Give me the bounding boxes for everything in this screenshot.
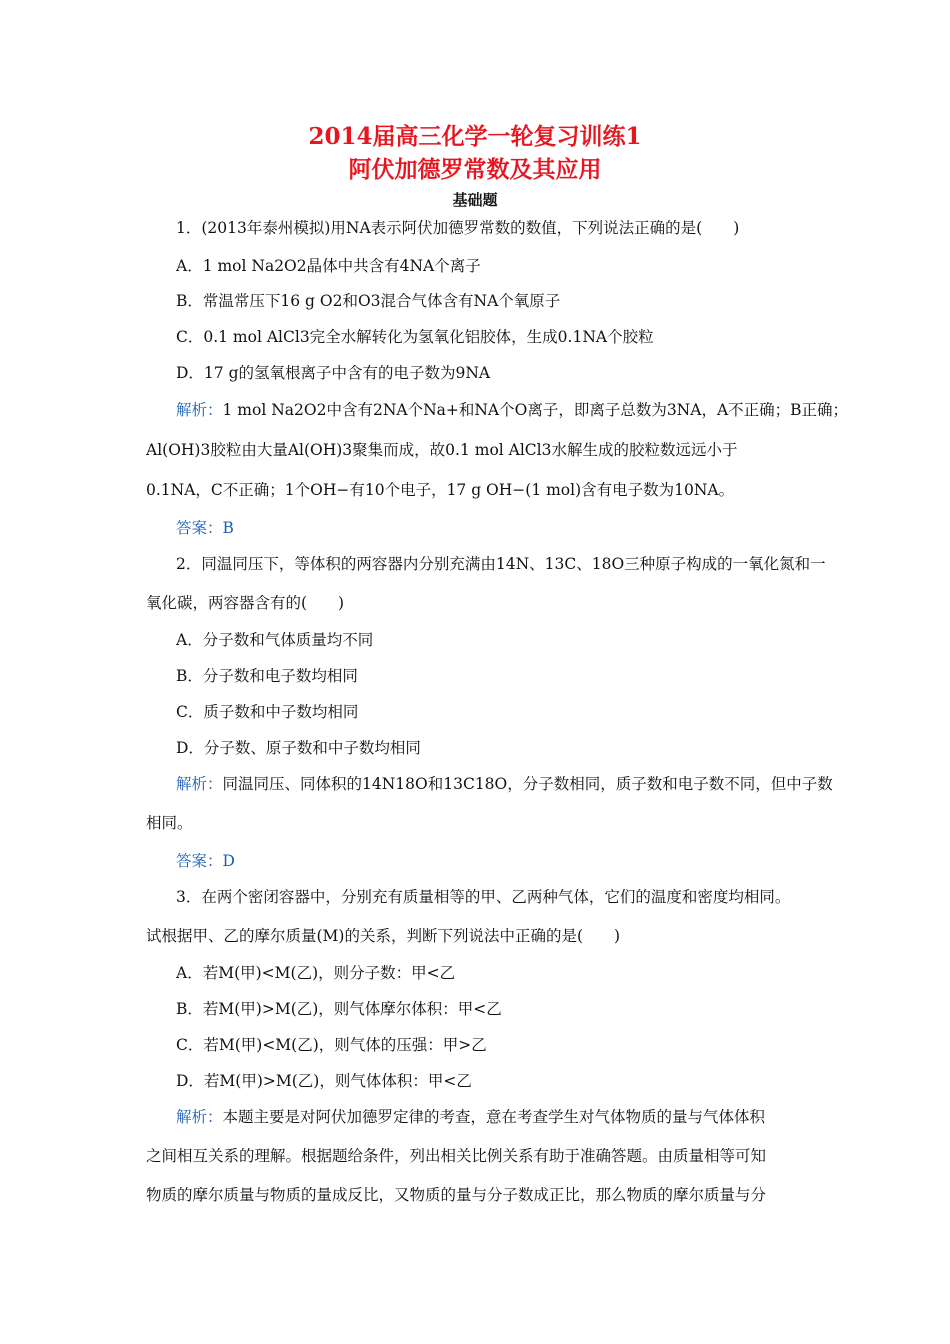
q1-option-d: D．17 g的氢氧根离子中含有的电子数为9NA: [176, 364, 491, 382]
q2-option-a: A．分子数和气体质量均不同: [176, 631, 374, 649]
q3-analysis-line-3: 物质的摩尔质量与物质的量成反比，又物质的量与分子数成正比，那么物质的摩尔质量与分: [146, 1186, 767, 1204]
q3-option-c: C．若M(甲)<M(乙)，则气体的压强：甲>乙: [176, 1036, 487, 1054]
q3-analysis-label: 解析：: [176, 1108, 223, 1126]
q3-stem-line-2: 试根据甲、乙的摩尔质量(M)的关系，判断下列说法中正确的是( ): [146, 927, 621, 945]
q2-option-c: C．质子数和中子数均相同: [176, 703, 359, 721]
section-heading: 基础题: [452, 191, 498, 209]
q2-stem-line-1: 2．同温同压下，等体积的两容器内分别充满由14N、13C、18O三种原子构成的一氧化氮和一: [176, 555, 826, 573]
q2-option-b: B．分子数和电子数均相同: [176, 667, 358, 685]
q2-stem-line-2: 氧化碳，两容器含有的( ): [146, 594, 345, 612]
q3-analysis-line-1: 解析：本题主要是对阿伏加德罗定律的考查，意在考查学生对气体物质的量与气体体积: [176, 1108, 766, 1126]
q3-option-d: D．若M(甲)>M(乙)，则气体体积：甲<乙: [176, 1072, 472, 1090]
document-title: 2014届高三化学一轮复习训练1: [308, 123, 642, 150]
q1-analysis-line-1: 解析：1 mol Na2O2中含有2NA个Na+和NA个O离子，即离子总数为3NA，A不正确；B正确；: [176, 401, 849, 419]
q1-answer: 答案：B: [176, 519, 234, 537]
document-subtitle: 阿伏加德罗常数及其应用: [348, 156, 602, 183]
q1-option-c: C．0.1 mol AlCl3完全水解转化为氢氧化铝胶体，生成0.1NA个胶粒: [176, 328, 654, 346]
q2-answer: 答案：D: [176, 852, 235, 870]
q1-analysis-label: 解析：: [176, 401, 223, 419]
q2-analysis-label: 解析：: [176, 775, 223, 793]
q1-option-a: A．1 mol Na2O2晶体中共含有4NA个离子: [176, 257, 481, 275]
q2-analysis-line-2: 相同。: [146, 814, 193, 832]
q1-option-b: B．常温常压下16 g O2和O3混合气体含有NA个氧原子: [176, 292, 561, 310]
q1-stem: 1．(2013年泰州模拟)用NA表示阿伏加德罗常数的数值，下列说法正确的是( ): [176, 219, 740, 237]
q2-option-d: D．分子数、原子数和中子数均相同: [176, 739, 421, 757]
q2-analysis-line-1: 解析：同温同压、同体积的14N18O和13C18O，分子数相同，质子数和电子数不同，但中子数: [176, 775, 833, 793]
q1-analysis-line-2: Al(OH)3胶粒由大量Al(OH)3聚集而成，故0.1 mol AlCl3水解生成的胶粒数远远小于: [146, 441, 738, 459]
q3-option-a: A．若M(甲)<M(乙)，则分子数：甲<乙: [176, 964, 456, 982]
q3-stem-line-1: 3．在两个密闭容器中，分别充有质量相等的甲、乙两种气体，它们的温度和密度均相同。: [176, 888, 791, 906]
q3-option-b: B．若M(甲)>M(乙)，则气体摩尔体积：甲<乙: [176, 1000, 502, 1018]
q3-analysis-line-2: 之间相互关系的理解。根据题给条件，列出相关比例关系有助于准确答题。由质量相等可知: [146, 1147, 767, 1165]
q1-analysis-line-3: 0.1NA，C不正确；1个OH−有10个电子，17 g OH−(1 mol)含有电子数为10NA。: [146, 481, 735, 499]
